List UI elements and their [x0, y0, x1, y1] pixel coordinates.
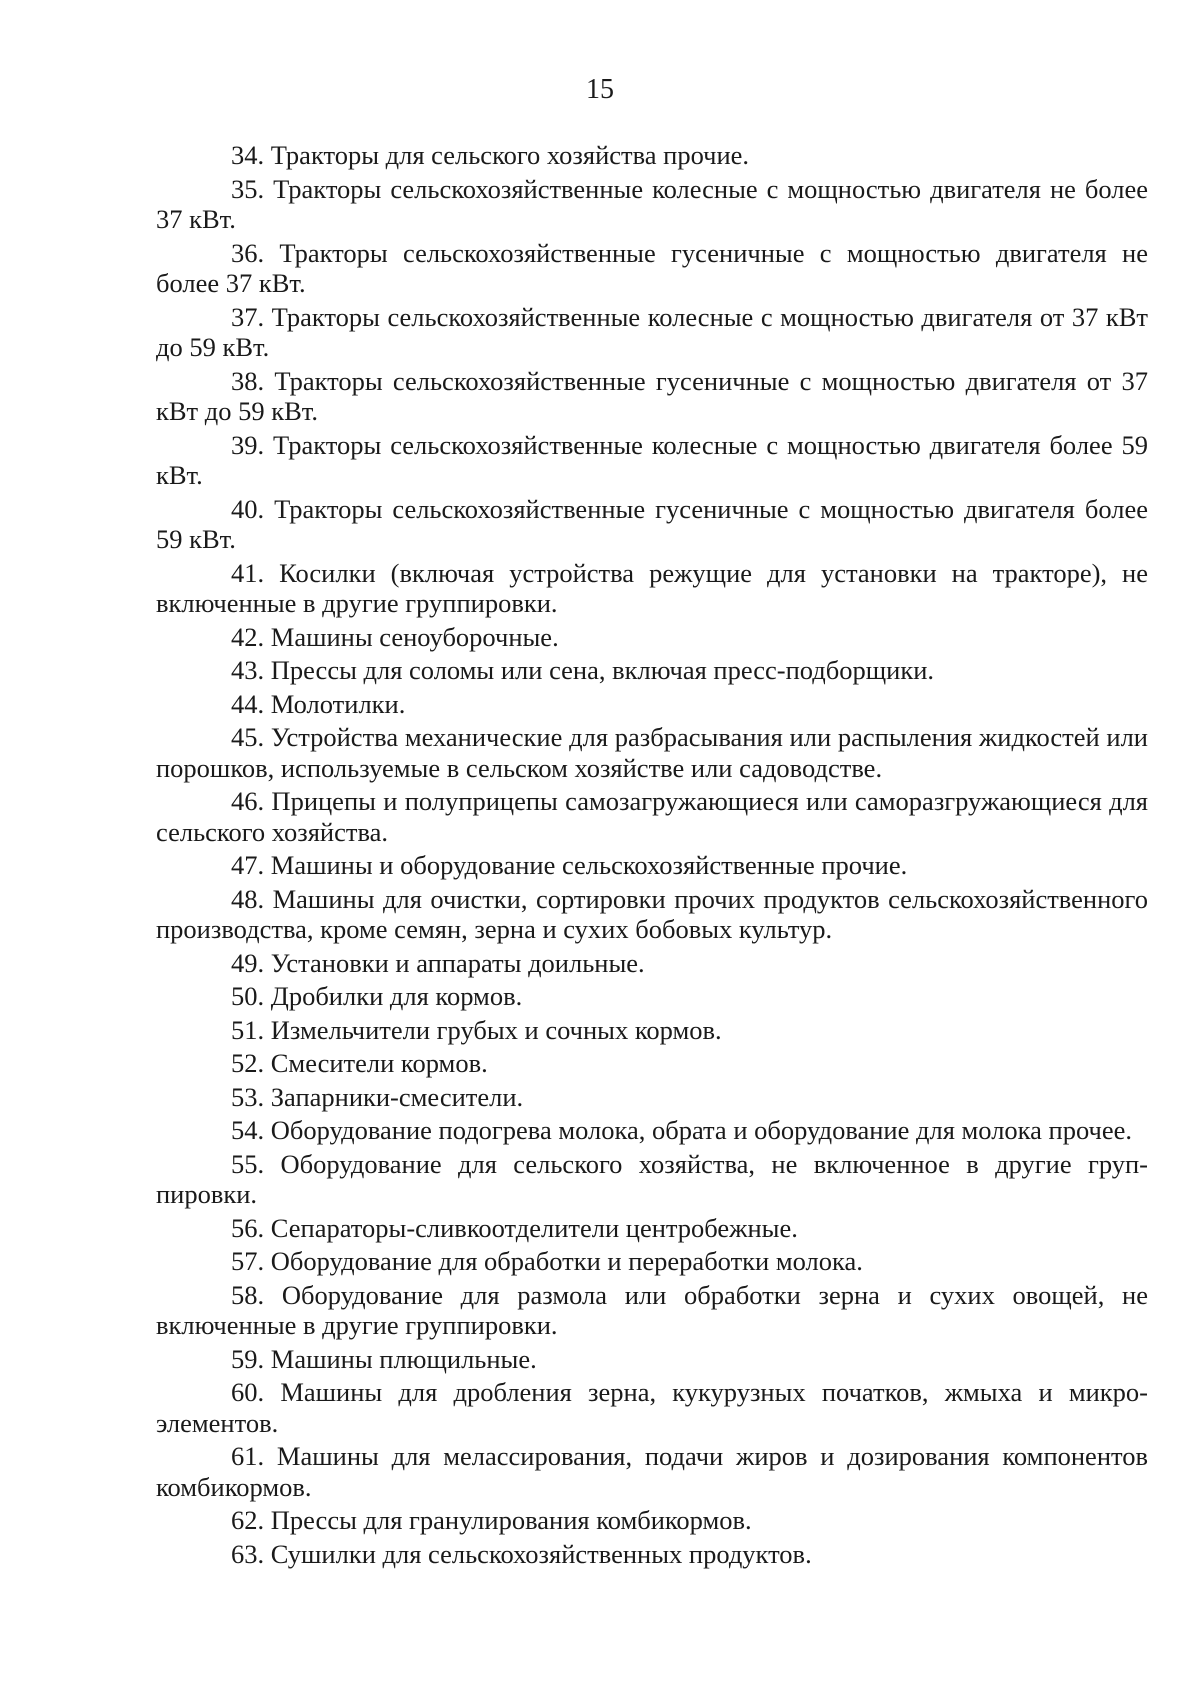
- list-item: 49. Установки и аппараты доильные.: [231, 947, 645, 978]
- list-item: 55. Оборудование для сельского хозяйства, не включенное в другие группировки.: [156, 1148, 1148, 1209]
- list-item: 44. Молотилки.: [231, 688, 406, 719]
- list-item: 45. Устройства механические для разбрасывания или распыления жидкостей или порошков, используемые в сельском хозяйстве или садоводстве.: [156, 722, 1148, 783]
- list-item: 51. Измельчители грубых и сочных кормов.: [231, 1014, 722, 1045]
- list-item: 53. Запарники-смесители.: [231, 1081, 524, 1112]
- list-item: 58. Оборудование для размола или обработки зерна и сухих овощей, не включенные в другие группировки.: [156, 1279, 1148, 1340]
- list-item: 41. Косилки (включая устройства режущие для установки на тракторе), не включенные в другие группировки.: [156, 557, 1148, 618]
- list-item: 60. Машины для дробления зерна, кукурузных початков, жмыха и микроэлементов.: [156, 1377, 1148, 1438]
- list-item: 57. Оборудование для обработки и переработки молока.: [231, 1246, 863, 1276]
- equipment-list: [156, 140, 1148, 1572]
- list-item: 56. Сепараторы-сливкоотделители центробежные.: [231, 1212, 798, 1243]
- list-item: 42. Машины сеноуборочные.: [231, 621, 559, 652]
- list-item: 54. Оборудование подогрева молока, обрата и оборудование для молока прочее.: [231, 1115, 1132, 1145]
- list-item: 63. Сушилки для сельскохозяйственных продуктов.: [231, 1538, 812, 1569]
- list-item: 43. Прессы для соломы или сена, включая пресс-подборщики.: [231, 655, 935, 685]
- list-item: 62. Прессы для гранулирования комбикормов.: [231, 1505, 752, 1535]
- list-item: 50. Дробилки для кормов.: [231, 981, 523, 1011]
- list-item: 37. Тракторы сельскохозяйственные колесные с мощностью двигателя от 37 кВт до 59 кВт.: [156, 301, 1148, 362]
- list-item: 52. Смесители кормов.: [231, 1048, 488, 1078]
- list-item: 39. Тракторы сельскохозяйственные колесные с мощностью двигателя более 59 кВт.: [156, 429, 1148, 490]
- list-item: 46. Прицепы и полуприцепы самозагружающиеся или саморазгружающиеся для сельского хозяйства.: [156, 786, 1148, 847]
- list-item: 47. Машины и оборудование сельскохозяйственные прочие.: [231, 850, 908, 880]
- list-item: 36. Тракторы сельскохозяйственные гусеничные с мощностью двигателя не более 37 кВт.: [156, 237, 1148, 298]
- list-item: 48. Машины для очистки, сортировки прочих продуктов сельскохозяйственного производства, кроме семян, зерна и сухих бобовых культур.: [156, 883, 1148, 944]
- list-item: 59. Машины плющильные.: [231, 1343, 537, 1374]
- page-number: 15: [586, 74, 614, 105]
- list-item: 61. Машины для мелассирования, подачи жиров и дозирования компонентов комбикормов.: [156, 1441, 1148, 1502]
- list-item: 35. Тракторы сельскохозяйственные колесные с мощностью двигателя не более 37 кВт.: [156, 173, 1148, 234]
- list-item: 38. Тракторы сельскохозяйственные гусеничные с мощностью двигателя от 37 кВт до 59 кВт.: [156, 365, 1148, 426]
- list-item: 34. Тракторы для сельского хозяйства прочие.: [231, 140, 750, 170]
- list-item: 40. Тракторы сельскохозяйственные гусеничные с мощностью двигателя более 59 кВт.: [156, 493, 1148, 554]
